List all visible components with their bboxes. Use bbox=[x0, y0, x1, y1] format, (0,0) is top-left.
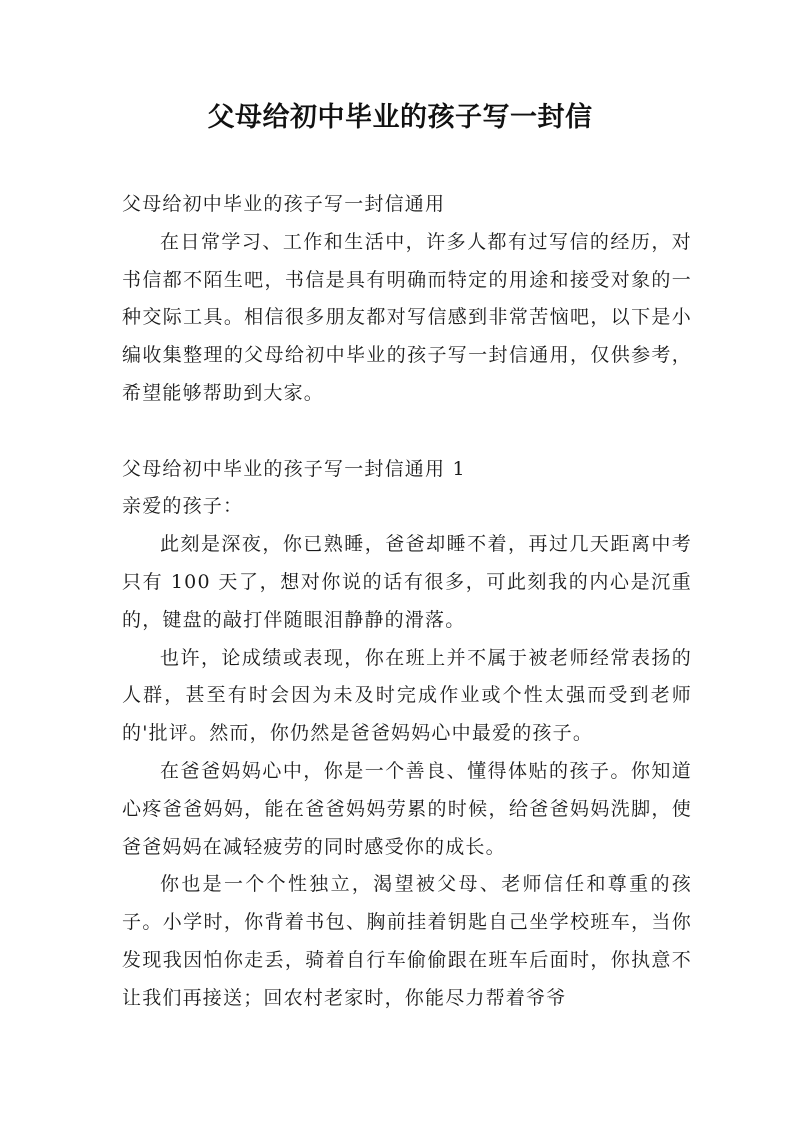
letter-paragraph: 此刻是深夜，你已熟睡，爸爸却睡不着，再过几天距离中考只有 100 天了，想对你说的话有很多，可此刻我的内心是沉重的，键盘的敲打伴随眼泪静静的滑落。 bbox=[122, 533, 692, 631]
letter-paragraph: 也许，论成绩或表现，你在班上并不属于被老师经常表扬的人群，甚至有时会因为未及时完成作业或个性太强而受到老师的'批评。然而，你仍然是爸爸妈妈心中最爱的孩子。 bbox=[122, 646, 692, 745]
letter-salutation: 亲爱的孩子： bbox=[122, 495, 244, 518]
section-heading: 父母给初中毕业的孩子写一封信通用 1 bbox=[122, 457, 466, 480]
document-title: 父母给初中毕业的孩子写一封信 bbox=[207, 102, 593, 133]
document-body bbox=[122, 186, 692, 1018]
intro-paragraph: 在日常学习、工作和生活中，许多人都有过写信的经历，对书信都不陌生吧，书信是具有明确而特定的用途和接受对象的一种交际工具。相信很多朋友都对写信感到非常苦恼吧，以下是小编收集整理的父母给初中毕业的孩子写一封信通用，仅供参考，希望能够帮助到大家。 bbox=[122, 230, 692, 404]
letter-paragraph: 你也是一个个性独立，渴望被父母、老师信任和尊重的孩子。小学时，你背着书包、胸前挂着钥匙自己坐学校班车，当你发现我因怕你走丢，骑着自行车偷偷跟在班车后面时，你执意不让我们再接送；回农村老家时，你能尽力帮着爷爷 bbox=[122, 873, 692, 1009]
document-subtitle: 父母给初中毕业的孩子写一封信通用 bbox=[122, 193, 446, 215]
letter-paragraph: 在爸爸妈妈心中，你是一个善良、懂得体贴的孩子。你知道心疼爸爸妈妈，能在爸爸妈妈劳累的时候，给爸爸妈妈洗脚，使爸爸妈妈在减轻疲劳的同时感受你的成长。 bbox=[122, 759, 692, 858]
paragraph-spacer bbox=[122, 413, 692, 451]
